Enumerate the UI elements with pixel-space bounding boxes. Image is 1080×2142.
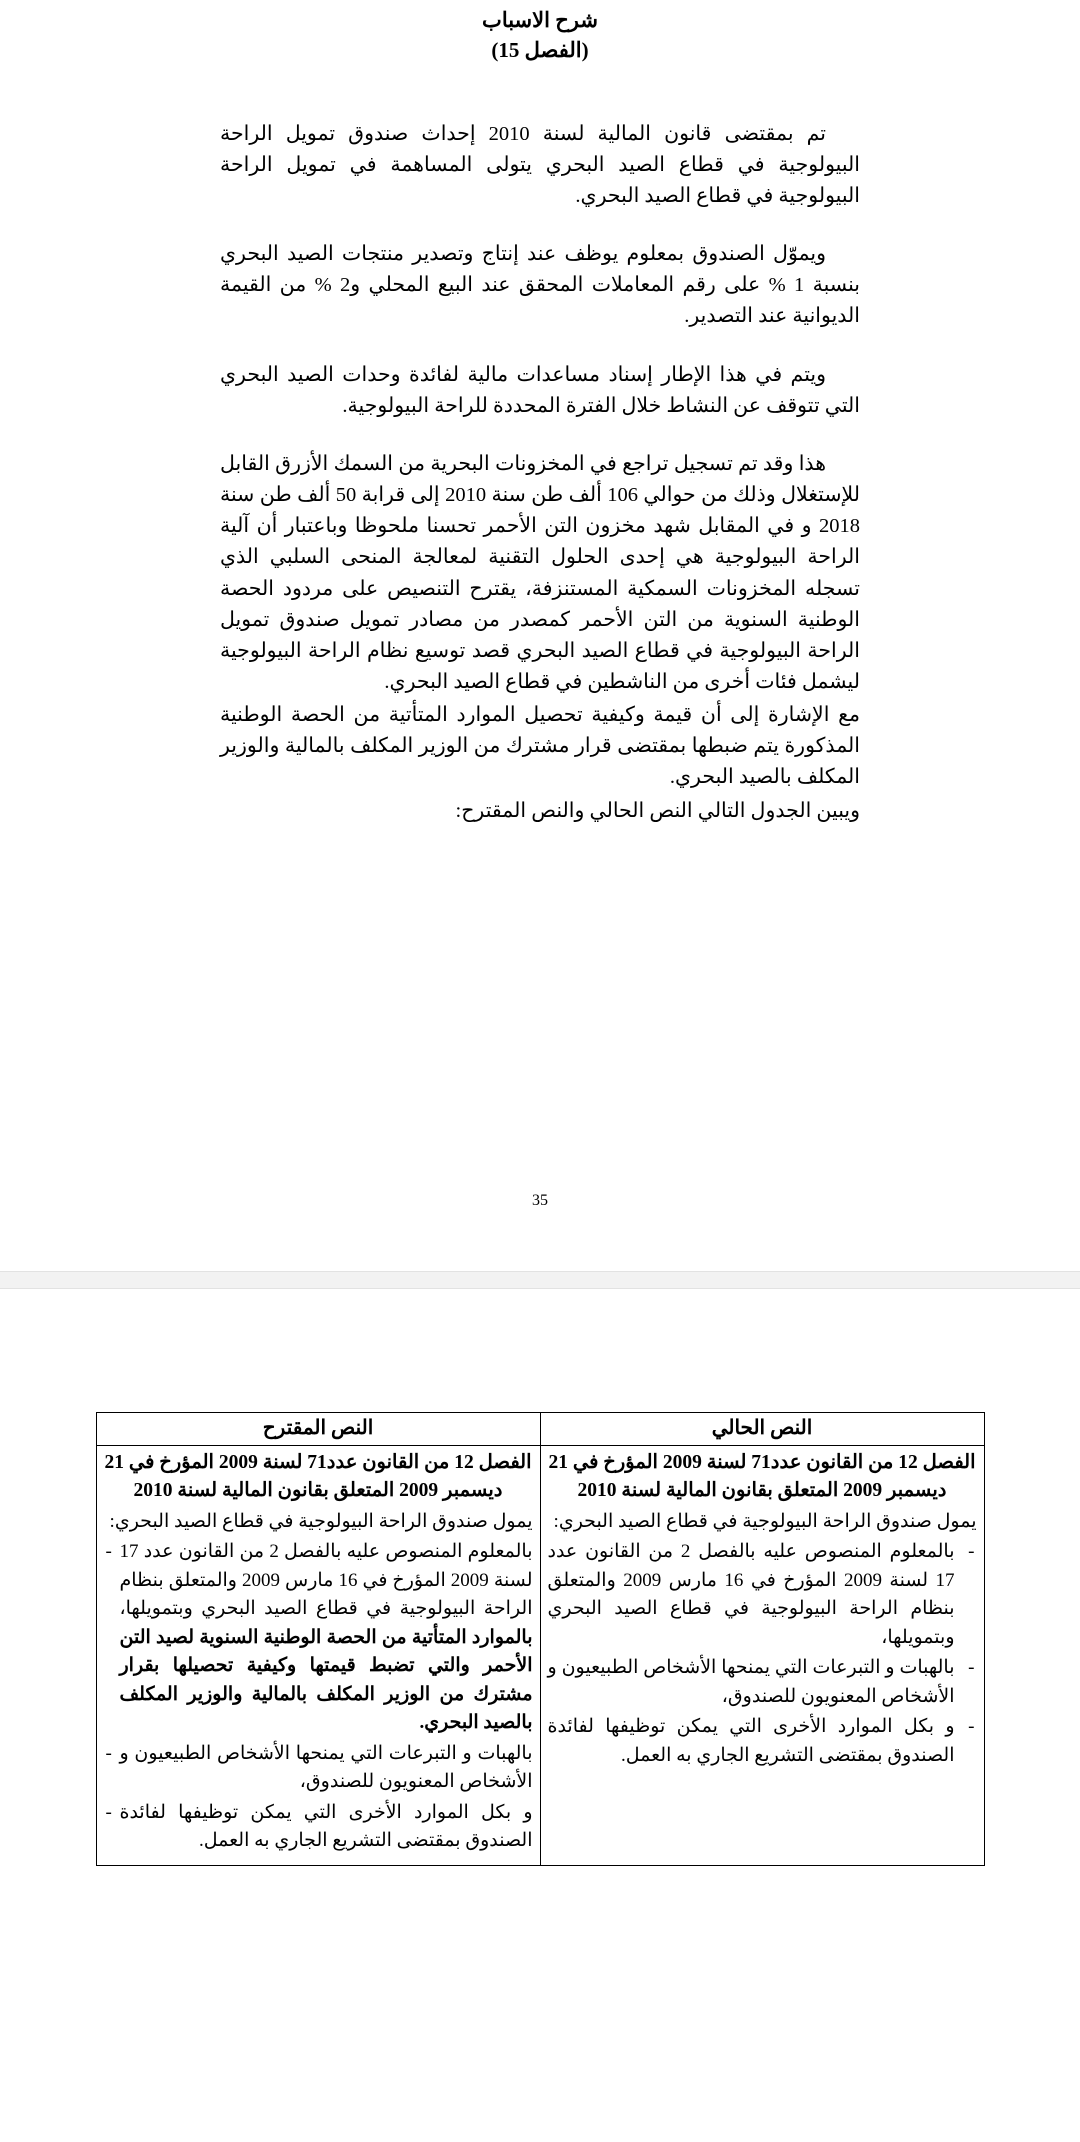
proposed-intro: يمول صندوق الراحة البيولوجية في قطاع الصيد البحري:: [109, 1510, 533, 1532]
list-item: بالهبات و التبرعات التي يمنحها الأشخاص الطبيعيون و الأشخاص المعنويون للصندوق، -: [104, 1740, 533, 1797]
title-line-2: (الفصل 15): [491, 37, 589, 62]
table-header-row: [96, 1413, 984, 1446]
current-article-heading: الفصل 12 من القانون عدد71 لسنة 2009 المؤرخ في 21 ديسمبر 2009 المتعلق بقانون المالية لسنة 2010: [548, 1452, 976, 1502]
sheet-two: [0, 1289, 1080, 2122]
current-items-list: [548, 1538, 977, 1770]
proposed-item-1-plain: بالمعلوم المنصوص عليه بالفصل 2 من القانون عدد 17 لسنة 2009 المؤرخ في 16 مارس 2009 والمتعلق بنظام الراحة البيولوجية في قطاع الصيد البحري وبتمويلها،: [119, 1541, 533, 1620]
list-item: - بالمعلوم المنصوص عليه بالفصل 2 من القانون عدد 17 لسنة 2009 المؤرخ في 16 مارس 2009 والمتعلق بنظام الراحة البيولوجية في قطاع الصيد البحري وبتمويلها،: [548, 1538, 977, 1652]
list-item: - و بكل الموارد الأخرى التي يمكن توظيفها لفائدة الصندوق بمقتضى التشريع الجاري به العمل.: [548, 1713, 977, 1770]
page-number: 35: [532, 1192, 548, 1209]
list-item: - بالهبات و التبرعات التي يمنحها الأشخاص الطبيعيون و الأشخاص المعنويون للصندوق،: [548, 1654, 977, 1711]
paragraph-3: ويتم في هذا الإطار إسناد مساعدات مالية لفائدة وحدات الصيد البحري التي تتوقف عن النشاط خلال الفترة المحددة للراحة البيولوجية.: [220, 363, 860, 417]
proposed-items-list: [104, 1538, 533, 1856]
current-body: [548, 1508, 977, 1771]
column-header-proposed: النص المقترح: [96, 1413, 540, 1446]
paragraph-1: تم بمقتضى قانون المالية لسنة 2010 إحداث صندوق تمويل الراحة البيولوجية في قطاع الصيد البحري يتولى المساهمة في تمويل الراحة البيولوجية في قطاع الصيد البحري.: [220, 122, 860, 207]
table-row: [96, 1446, 984, 1866]
proposed-item-1-bold-amendment: بالموارد المتأتية من الحصة الوطنية السنوية لصيد التن الأحمر والتي تضبط قيمتها وكيفية تحصيلها بقرار مشترك من الوزير المكلف بالمالية والوزير المكلف بالصيد البحري.: [119, 1626, 533, 1734]
cell-proposed-text: [96, 1446, 540, 1866]
paragraph-4: هذا وقد تم تسجيل تراجع في المخزونات البحرية من السمك الأزرق القابل للإستغلال وذلك من حوالي 106 ألف طن سنة 2010 إلى قرابة 50 ألف طن سنة 2018 و في المقابل شهد مخزون التن الأحمر تحسنا ملحوظا وباعتبار أن آلية الراحة البيولوجية هي إحدى الحلول التقنية لمعالجة المنحى السلبي الذي تسجله المخزونات السمكية المستنزفة، يقترح التنصيص على مردود الحصة الوطنية السنوية من التن الأحمر كمصدر من مصادر تمويل صندوق تمويل الراحة البيولوجية في قطاع الصيد البحري قصد توسيع نظام الراحة البيولوجية ليشمل فئات أخرى من الناشطين في قطاع الصيد البحري.: [220, 452, 860, 693]
page-title: [0, 0, 1080, 66]
sheet-separator: [0, 1271, 1080, 1289]
title-line-1: شرح الاسباب: [482, 8, 598, 32]
paragraph-2: ويموّل الصندوق بمعلوم يوظف عند إنتاج وتصدير منتجات الصيد البحري بنسبة 1 % على رقم المعاملات المحقق عند البيع المحلي و2 % من القيمة الديوانية عند التصدير.: [220, 243, 860, 328]
body-text-block: [220, 66, 860, 827]
cell-current-text: [540, 1446, 984, 1866]
paragraph-5: مع الإشارة إلى أن قيمة وكيفية تحصيل الموارد المتأتية من الحصة الوطنية المذكورة يتم ضبطها بمقتضى قرار مشترك من الوزير المكلف بالمالية والوزير المكلف بالصيد البحري.: [220, 704, 860, 789]
comparison-table: [96, 1412, 985, 1866]
list-item: و بكل الموارد الأخرى التي يمكن توظيفها لفائدة الصندوق بمقتضى التشريع الجاري به العمل. -: [104, 1799, 533, 1856]
column-header-current: النص الحالي: [540, 1413, 984, 1446]
current-intro: يمول صندوق الراحة البيولوجية في قطاع الصيد البحري:: [553, 1510, 977, 1532]
proposed-article-heading: الفصل 12 من القانون عدد71 لسنة 2009 المؤرخ في 21 ديسمبر 2009 المتعلق بقانون المالية لسنة 2010: [104, 1452, 532, 1502]
proposed-body: [104, 1508, 533, 1856]
paragraph-6: ويبين الجدول التالي النص الحالي والنص المقترح:: [455, 799, 860, 822]
list-item: [104, 1538, 533, 1738]
